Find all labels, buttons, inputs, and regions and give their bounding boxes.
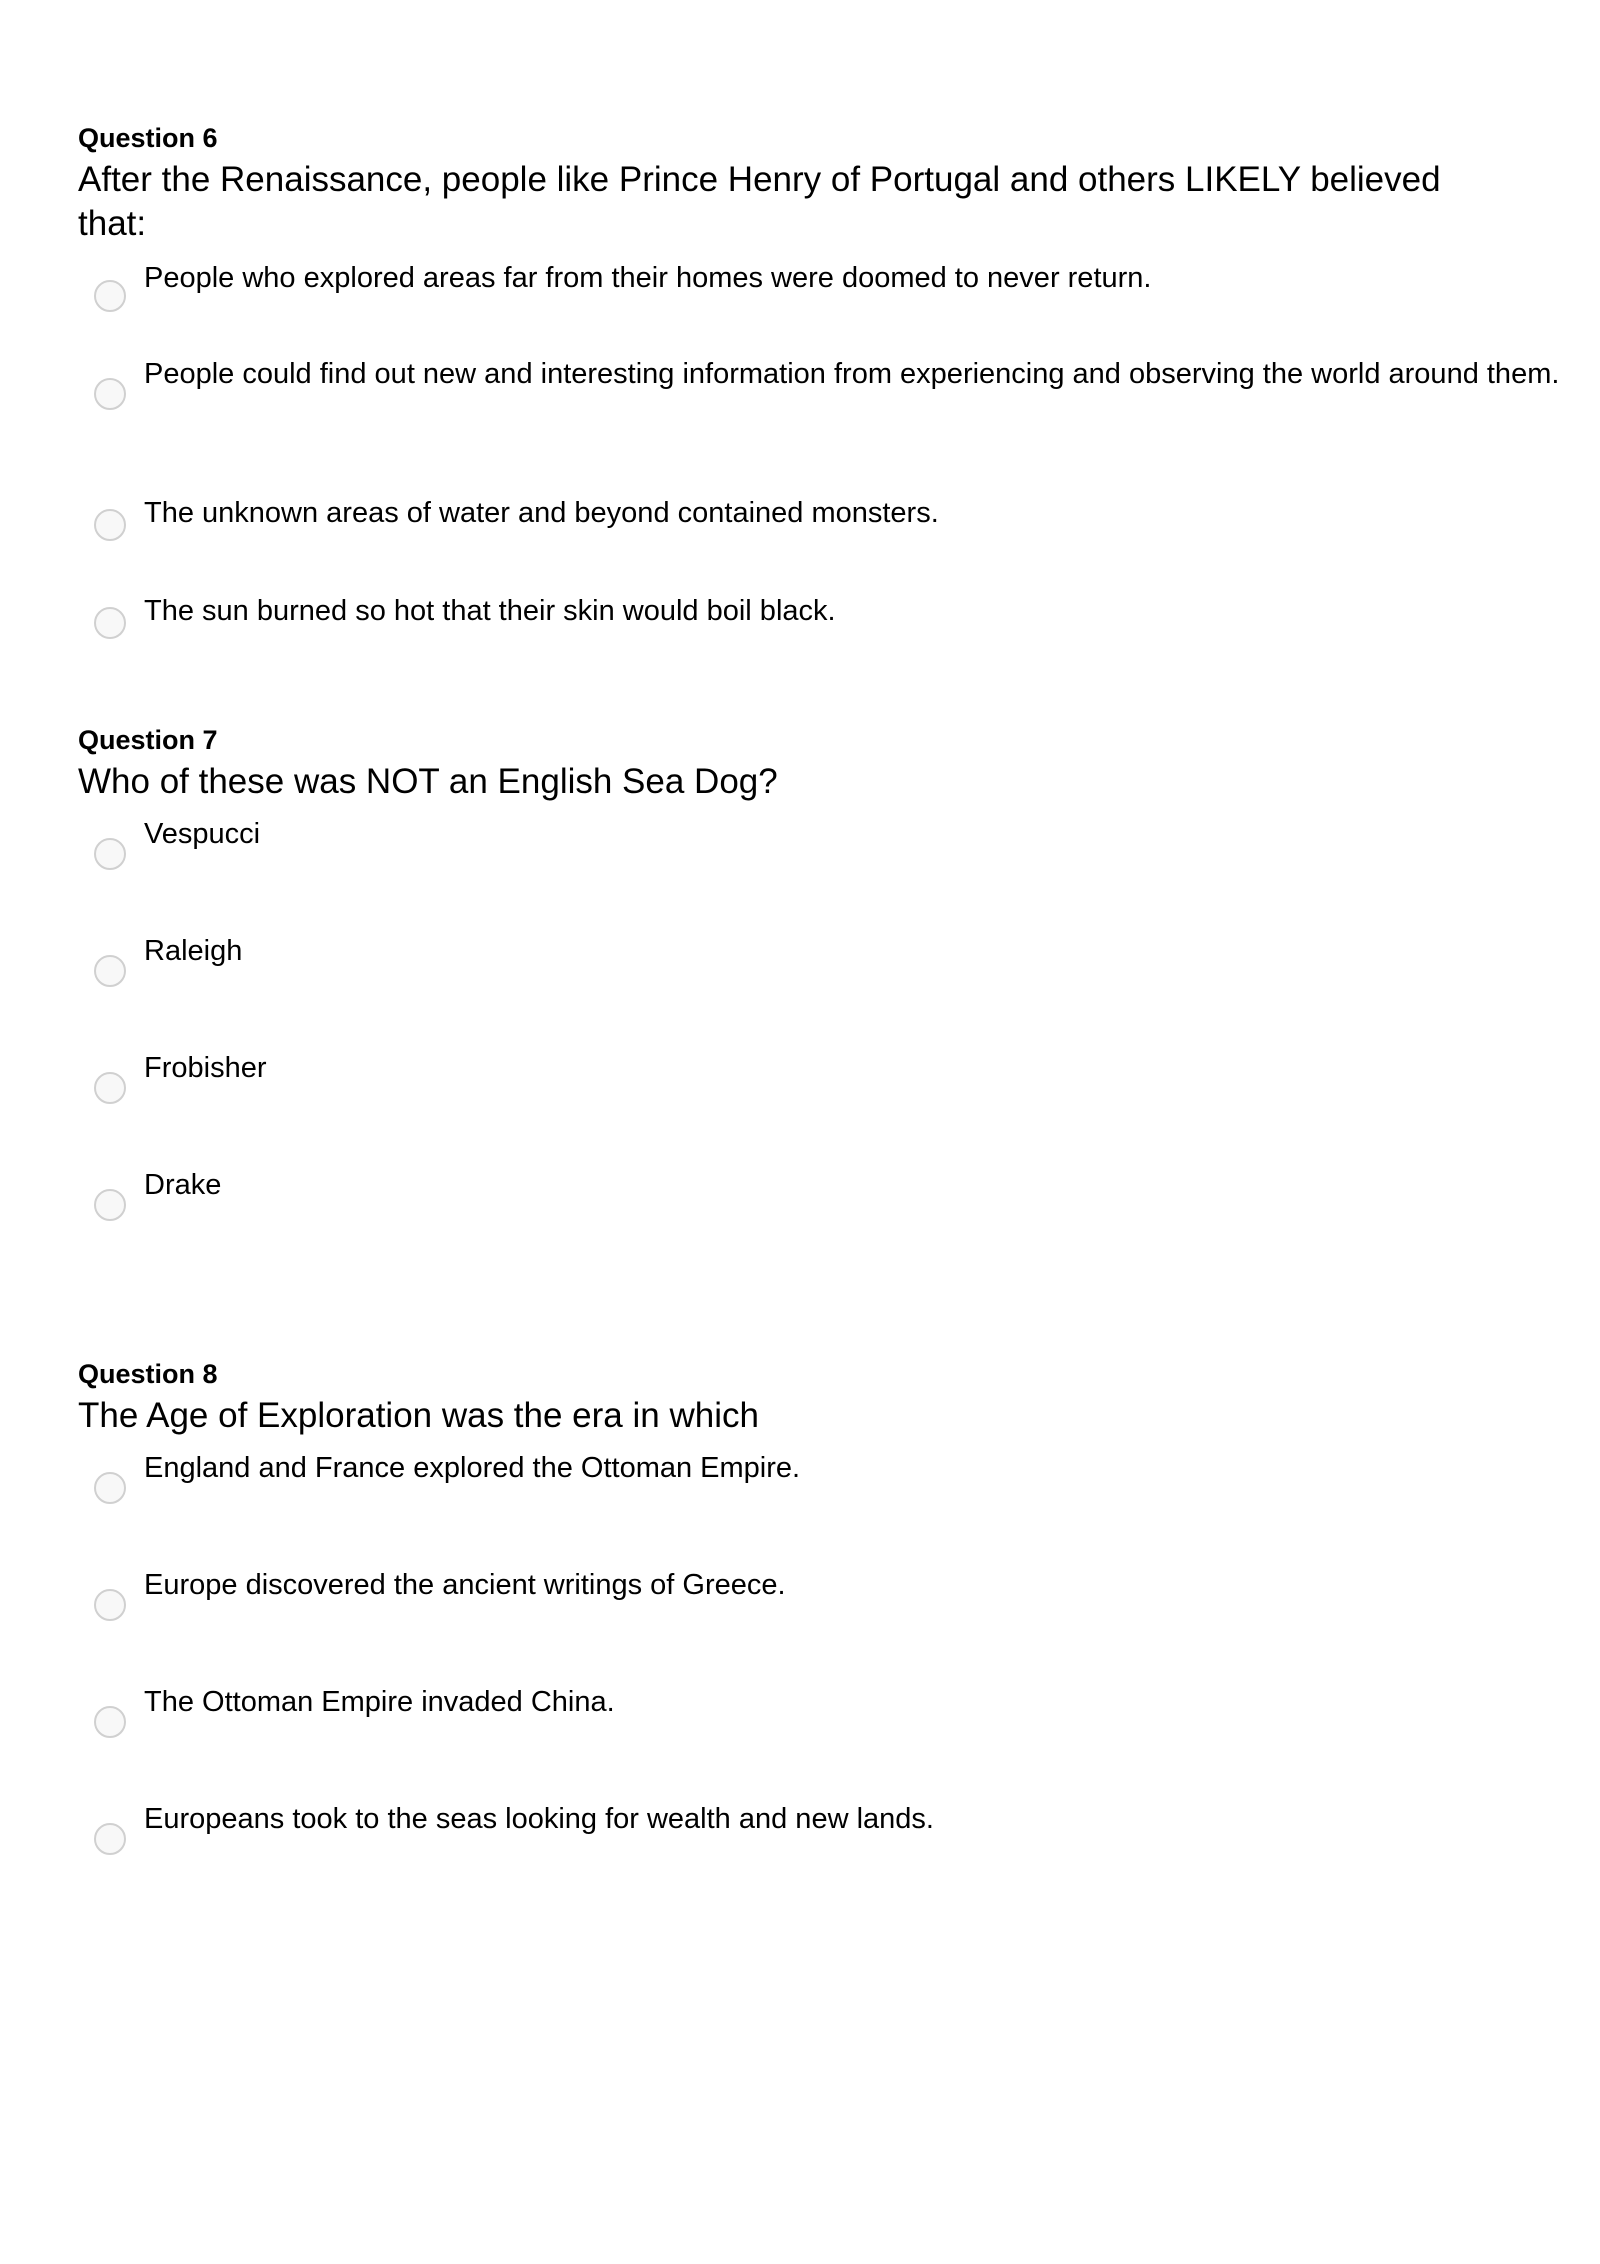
option-label: People who explored areas far from their homes were doomed to never return. [144, 262, 1152, 294]
radio-button[interactable] [94, 1472, 126, 1504]
option-label: Europe discovered the ancient writings of Greece. [144, 1569, 786, 1601]
radio-button[interactable] [94, 1189, 126, 1221]
option-label: The unknown areas of water and beyond contained monsters. [144, 497, 939, 529]
option-label: The sun burned so hot that their skin would boil black. [144, 595, 836, 627]
question-7 [78, 724, 1518, 1201]
question-text: Who of these was NOT an English Sea Dog? [78, 762, 778, 801]
radio-button[interactable] [94, 509, 126, 541]
option-label: Raleigh [144, 935, 243, 967]
question-text: After the Renaissance, people like Prince Henry of Portugal and others LIKELY believed that: [78, 160, 1441, 243]
option-label: Frobisher [144, 1052, 267, 1084]
question-text: The Age of Exploration was the era in which [78, 1396, 759, 1435]
question-6 [78, 122, 1560, 627]
question-number: Question 8 [78, 1359, 218, 1389]
option-label: Vespucci [144, 818, 261, 850]
radio-button[interactable] [94, 1823, 126, 1855]
option-label: Europeans took to the seas looking for wealth and new lands. [144, 1803, 934, 1835]
option-label: The Ottoman Empire invaded China. [144, 1686, 615, 1718]
question-number: Question 6 [78, 123, 218, 153]
question-8 [78, 1358, 1518, 1835]
radio-button[interactable] [94, 1706, 126, 1738]
radio-button[interactable] [94, 607, 126, 639]
radio-button[interactable] [94, 1589, 126, 1621]
radio-button[interactable] [94, 955, 126, 987]
option-label: Drake [144, 1169, 222, 1201]
question-number: Question 7 [78, 725, 218, 755]
option-label: England and France explored the Ottoman Empire. [144, 1452, 801, 1484]
radio-button[interactable] [94, 280, 126, 312]
option-label: People could find out new and interesting information from experiencing and observing the world around them. [144, 358, 1560, 390]
radio-button[interactable] [94, 378, 126, 410]
radio-button[interactable] [94, 838, 126, 870]
radio-button[interactable] [94, 1072, 126, 1104]
